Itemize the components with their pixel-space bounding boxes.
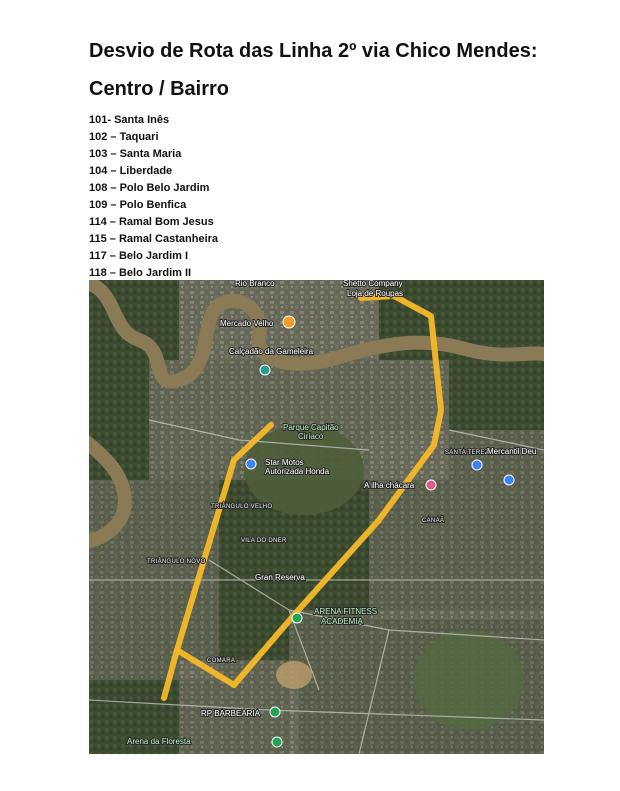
label-comara: COMARA xyxy=(207,658,236,664)
label-arena-fitness: ARENA FITNESS xyxy=(314,607,378,616)
page-subtitle: Centro / Bairro xyxy=(89,78,230,100)
route-item: 101- Santa Inês xyxy=(89,114,170,126)
label-ciriaco: Ciríaco xyxy=(298,432,324,441)
route-item: 118 – Belo Jardim II xyxy=(89,267,192,279)
label-santa-terezinha: SANTA TEREZINHA xyxy=(445,450,505,456)
pin-marker xyxy=(292,613,302,623)
pin-marker xyxy=(504,475,514,485)
route-item: 104 – Liberdade xyxy=(89,165,173,177)
route-item: 102 – Taquari xyxy=(89,131,159,143)
satellite-map[interactable] xyxy=(89,280,544,754)
route-item: 103 – Santa Maria xyxy=(89,148,182,160)
label-canaa: CANAÃ xyxy=(422,518,445,524)
urban-area xyxy=(369,430,544,620)
map-canvas xyxy=(89,280,544,754)
label-loja-roupas: Loja de Roupas xyxy=(347,289,404,298)
label-calcadao: Calçadão da Gameleira xyxy=(229,347,314,356)
mercado-marker xyxy=(283,316,295,328)
route-item: 115 – Ramal Castanheira xyxy=(89,233,219,245)
route-item: 114 – Ramal Bom Jesus xyxy=(89,216,214,228)
label-rp-barbearia: RP BARBEARIA xyxy=(201,709,260,718)
label-gran-reserva: Gran Reserva xyxy=(255,573,305,582)
label-rio-branco: Rio Branco xyxy=(235,280,275,288)
label-ilha-chacara: A ilha chácara xyxy=(364,481,415,490)
label-star-motos: Star Motos xyxy=(265,458,304,467)
label-mercado-velho: Mercado Velho xyxy=(220,319,274,328)
route-item: 108 – Polo Belo Jardim xyxy=(89,182,210,194)
label-arena-floresta: Arena da Floresta xyxy=(127,737,191,746)
label-triangulo-novo: TRIÂNGULO NOVO xyxy=(147,559,206,565)
pin-marker xyxy=(260,365,270,375)
pin-marker xyxy=(246,459,256,469)
label-shetto-company: Shetto Company xyxy=(343,280,403,288)
open-field xyxy=(414,630,524,730)
route-list xyxy=(89,112,218,282)
page-title: Desvio de Rota das Linha 2º via Chico Mendes: xyxy=(89,40,538,62)
label-triangulo-velho: TRIÂNGULO VELHO xyxy=(211,504,273,510)
label-mercantil: Mercantil Deu xyxy=(487,447,537,456)
label-academia: ACADEMIA xyxy=(321,617,363,626)
pin-marker xyxy=(272,737,282,747)
route-item: 109 – Polo Benfica xyxy=(89,199,187,211)
label-autorizada-honda: Autorizada Honda xyxy=(265,467,330,476)
pin-marker xyxy=(270,707,280,717)
label-parque-capitao: Parque Capitão xyxy=(283,423,339,432)
dirt-patch xyxy=(276,661,312,689)
pin-marker xyxy=(472,460,482,470)
label-vila-dner: VILA DO DNER xyxy=(241,538,287,544)
route-item: 117 – Belo Jardim I xyxy=(89,250,189,262)
pin-marker xyxy=(426,480,436,490)
